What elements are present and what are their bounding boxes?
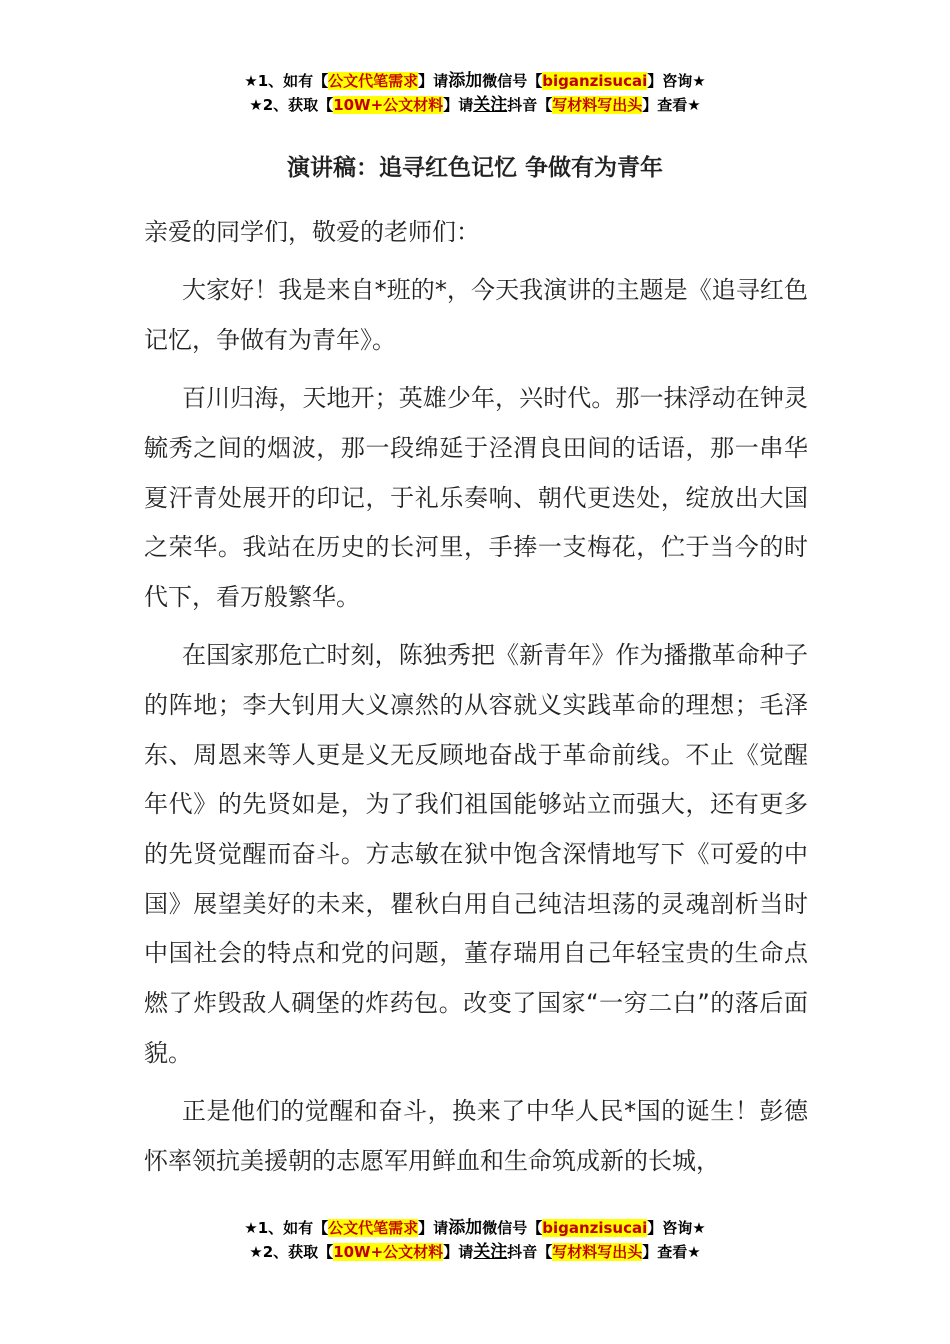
banner-line-2: ★2、获取【10W+公文材料】请关注抖音【写材料写出头】查看★	[249, 95, 701, 115]
highlight-service: 公文代笔需求	[328, 1219, 419, 1237]
header-banner	[0, 69, 950, 117]
footer-banner-line-2: ★2、获取【10W+公文材料】请关注抖音【写材料写出头】查看★	[249, 1242, 701, 1262]
paragraph-2: 百川归海，天地开；英雄少年，兴时代。那一抹浮动在钟灵毓秀之间的烟波，那一段绵延于泾渭良田间的话语，那一串华夏汗青处展开的印记，于礼乐奏响、朝代更迭处，绽放出大国之荣华。我站在历史的长河里，手捧一支梅花，伫于当今的时代下，看万般繁华。	[144, 384, 808, 611]
highlight-douyin-account: 写材料写出头	[552, 1243, 643, 1261]
highlight-wechat-id: biganzisucai	[542, 1219, 648, 1237]
salutation: 亲爱的同学们，敬爱的老师们：	[144, 218, 480, 246]
paragraph-3: 在国家那危亡时刻，陈独秀把《新青年》作为播撒革命种子的阵地；李大钊用大义凛然的从容就义实践革命的理想；毛泽东、周恩来等人更是义无反顾地奋战于革命前线。不止《觉醒年代》的先贤如是，为了我们祖国能够站立而强大，还有更多的先贤觉醒而奋斗。方志敏在狱中饱含深情地写下《可爱的中国》展望美好的未来，瞿秋白用自己纯洁坦荡的灵魂剖析当时中国社会的特点和党的问题，董存瑞用自己年轻宝贵的生命点燃了炸毁敌人碉堡的炸药包。改变了国家“一穷二白”的落后面貌。	[144, 641, 808, 1067]
paragraph-1: 大家好！我是来自*班的*，今天我演讲的主题是《追寻红色记忆，争做有为青年》。	[144, 276, 808, 354]
banner-line-1: ★1、如有【公文代笔需求】请添加微信号【biganzisucai】咨询★	[244, 71, 706, 91]
footer-banner	[0, 1216, 950, 1264]
highlight-douyin-account: 写材料写出头	[552, 96, 643, 114]
highlight-materials: 10W+公文材料	[333, 1243, 444, 1261]
highlight-service: 公文代笔需求	[328, 72, 419, 90]
document-title: 演讲稿：追寻红色记忆 争做有为青年	[286, 155, 663, 181]
document-body	[144, 208, 808, 1195]
paragraph-4: 正是他们的觉醒和奋斗，换来了中华人民*国的诞生！彭德怀率领抗美援朝的志愿军用鲜血和生命筑成新的长城，	[144, 1096, 808, 1175]
highlight-materials: 10W+公文材料	[333, 96, 444, 114]
highlight-wechat-id: biganzisucai	[542, 72, 648, 90]
footer-banner-line-1: ★1、如有【公文代笔需求】请添加微信号【biganzisucai】咨询★	[244, 1218, 706, 1238]
